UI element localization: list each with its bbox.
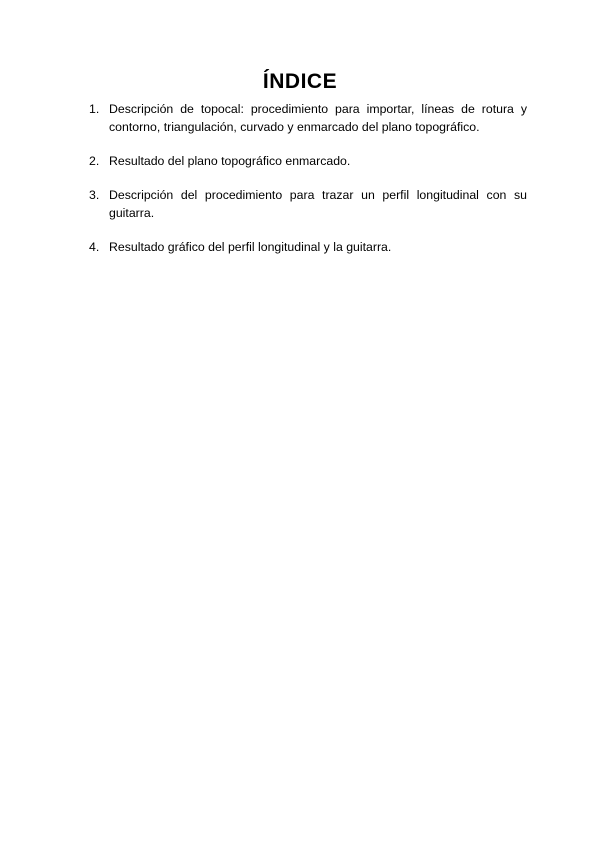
toc-item-text: Descripción de topocal: procedimiento para importar, líneas de rotura y contorno, triangulación, curvado y enmarcado del plano topográfico.: [109, 102, 527, 134]
toc-item-2: [89, 152, 527, 170]
toc-item-number: 3.: [89, 188, 100, 202]
toc-item-3: [89, 186, 527, 222]
toc-item-1: [89, 100, 527, 136]
toc-item-4: [89, 238, 527, 256]
toc-item-text: Resultado del plano topográfico enmarcado.: [109, 154, 351, 168]
table-of-contents: [89, 100, 527, 272]
toc-item-number: 4.: [89, 240, 100, 254]
toc-item-number: 1.: [89, 102, 100, 116]
toc-item-text: Descripción del procedimiento para trazar un perfil longitudinal con su guitarra.: [109, 188, 527, 220]
page-title: ÍNDICE: [262, 70, 338, 93]
toc-item-number: 2.: [89, 154, 100, 168]
toc-item-text: Resultado gráfico del perfil longitudinal y la guitarra.: [109, 240, 392, 254]
